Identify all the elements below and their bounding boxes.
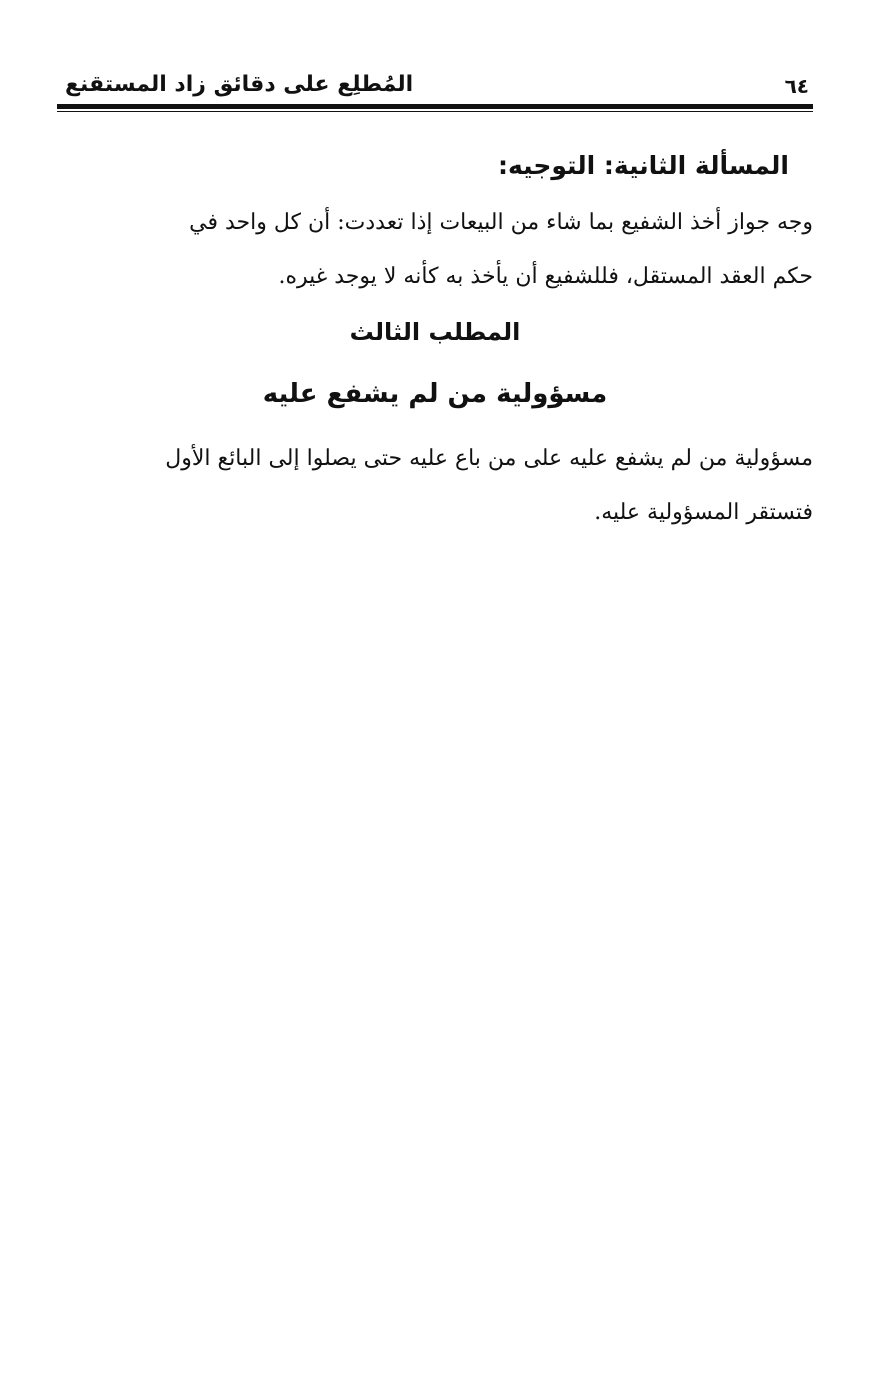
matlab-title: المطلب الثالث xyxy=(349,318,521,346)
matlab-subtitle: مسؤولية من لم يشفع عليه xyxy=(262,379,608,409)
running-title: المُطلِع على دقائق زاد المستقنع xyxy=(65,72,414,97)
page-header xyxy=(57,60,813,106)
header-rule-thick xyxy=(57,104,813,109)
section-heading: المسألة الثانية: التوجيه: xyxy=(497,151,789,180)
paragraph-line: وجه جواز أخذ الشفيع بما شاء من البيعات إذا تعددت: أن كل واحد في xyxy=(189,210,813,235)
paragraph-line: مسؤولية من لم يشفع عليه على من باع عليه حتى يصلوا إلى البائع الأول xyxy=(165,446,813,471)
paragraph-line: فتستقر المسؤولية عليه. xyxy=(594,500,813,525)
page-number: ٦٤ xyxy=(784,74,809,98)
matlab-paragraph xyxy=(61,432,813,540)
paragraph-line: حكم العقد المستقل، فللشفيع أن يأخذ به كأنه لا يوجد غيره. xyxy=(278,264,813,289)
section-paragraph xyxy=(61,196,813,304)
header-rule-thin xyxy=(57,111,813,112)
